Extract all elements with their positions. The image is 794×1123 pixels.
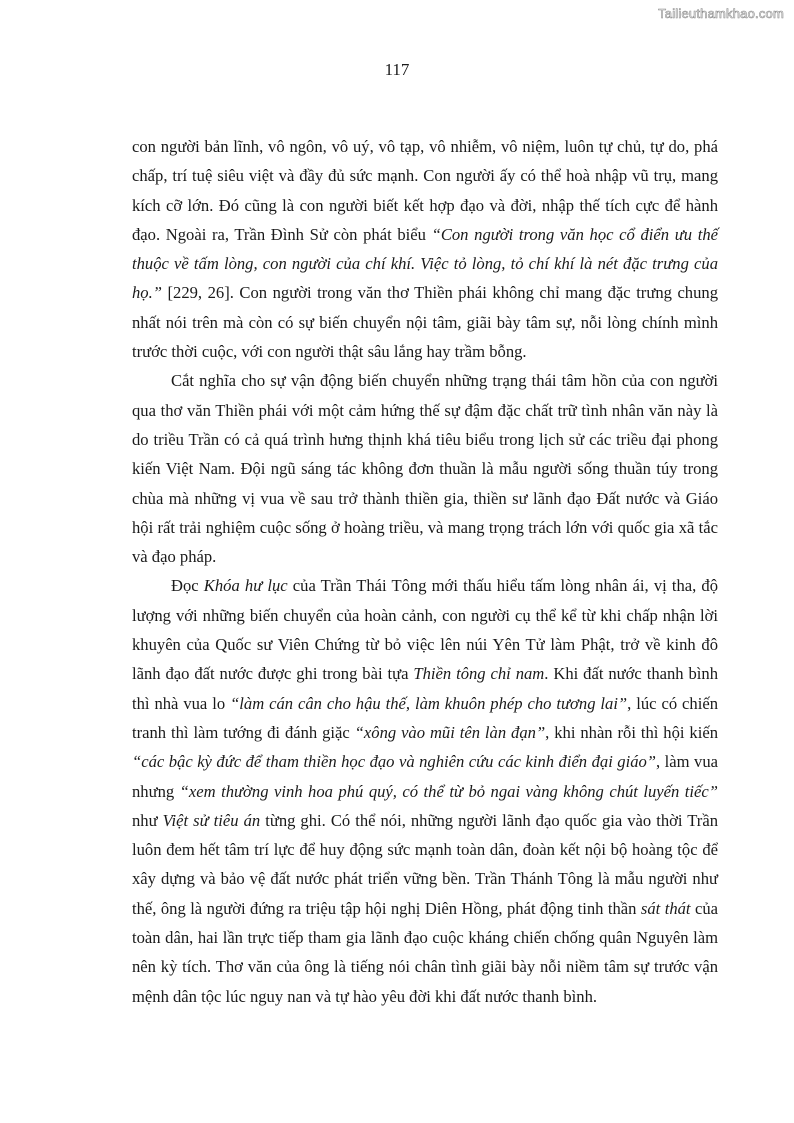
italic-text: sát thát [640, 898, 691, 918]
paragraph [132, 132, 718, 366]
italic-text: “các bậc kỳ đức để tham thiền học đạo và nghiên cứu các kinh điển đại giáo” [132, 752, 657, 772]
paragraph [132, 571, 718, 1010]
paragraph [132, 366, 718, 571]
italic-text: “Con người trong văn học cổ điển ưu thế thuộc về tấm lòng, con người của chí khí. Việc tỏ lòng, tỏ chí khí là nét đặc trưng của họ.” [132, 224, 718, 303]
italic-text: Khóa hư lục [203, 576, 288, 596]
text-run: từng ghi. Có thể nói, những người lãnh đạo quốc gia vào thời Trần luôn đem hết tâm trí lực để huy động sức mạnh toàn dân, đoàn kết nội bộ hoàng tộc để xây dựng và bảo vệ đất nước phát triển vững bền. Trần Thánh Tông là mẫu người như thế, ông là người đứng ra triệu tập hội nghị Diên Hồng, phát động tinh thần [132, 810, 718, 918]
text-run: , làm vua nhưng [132, 752, 719, 801]
text-run: Cắt nghĩa cho sự vận động biến chuyển những trạng thái tâm hồn của con người qua thơ văn Thiền phái với một cảm hứng thế sự đậm đặc chất trữ tình nhân văn này là do triều Trần có cả quá trình hưng thịnh khá tiêu biểu trong lịch sử các triều đại phong kiến Việt Nam. Đội ngũ sáng tác không đơn thuần là mẫu người sống thuần túy trong chùa mà những vị vua về sau trở thành thiền gia, thiền sư lãnh đạo Đất nước và Giáo hội rất trải nghiệm cuộc sống ở hoàng triều, và mang trọng trách lớn với quốc gia xã tắc và đạo pháp. [132, 371, 718, 567]
text-run: . Khi đất nước thanh bình thì nhà vua lo [132, 664, 718, 713]
italic-text: “xông vào mũi tên làn đạn” [354, 722, 546, 742]
text-run: , lúc có chiến tranh thì làm tướng đi đánh giặc [132, 693, 718, 742]
text-run: như [132, 810, 163, 830]
italic-text: “làm cán cân cho hậu thế, làm khuôn phép cho tương lai” [230, 693, 628, 713]
watermark: Tailieuthamkhao.com [658, 6, 784, 21]
page-number: 117 [384, 60, 410, 79]
text-run: [229, 26]. Con người trong văn thơ Thiền phái không chỉ mang đặc trưng chung nhất nói trên mà còn có sự biến chuyển nội tâm, giãi bày tâm sự, nỗi lòng chính mình trước thời cuộc, với con người thật sâu lắng hay trầm bỗng. [132, 283, 718, 362]
text-run: của Trần Thái Tông mới thấu hiểu tấm lòng nhân ái, vị tha, độ lượng với những biến chuyển của hoàn cảnh, con người cụ thể kể từ khi chấp nhận lời khuyên của Quốc sư Viên Chứng từ bỏ việc lên núi Yên Tử làm Phật, trở về kinh đô lãnh đạo đất nước được ghi trong bài tựa [132, 576, 719, 684]
text-run: , khi nhàn rỗi thì hội kiến [545, 722, 718, 742]
text-run: Đọc [171, 576, 204, 596]
body-text [132, 132, 718, 1011]
italic-text: Việt sử tiêu án [162, 810, 261, 830]
italic-text: Thiền tông chỉ nam [413, 664, 545, 684]
text-run: của toàn dân, hai lần trực tiếp tham gia lãnh đạo cuộc kháng chiến chống quân Nguyên làm nên kỳ tích. Thơ văn của ông là tiếng nói chân tình giãi bày nỗi niềm tâm sự trước vận mệnh dân tộc lúc nguy nan và tự hào yêu đời khi đất nước thanh bình. [132, 898, 718, 1006]
italic-text: “xem thường vinh hoa phú quý, có thể từ bỏ ngai vàng không chút luyến tiếc” [179, 781, 718, 801]
text-run: con người bản lĩnh, vô ngôn, vô uý, vô tạp, vô nhiễm, vô niệm, luôn tự chủ, tự do, phá chấp, trí tuệ siêu việt và đầy đủ sức mạnh. Con người ấy có thể hoà nhập vũ trụ, mang kích cỡ lớn. Đó cũng là con người biết kết hợp đạo và đời, nhập thế tích cực để hành đạo. Ngoài ra, Trần Đình Sử còn phát biểu [132, 137, 718, 244]
